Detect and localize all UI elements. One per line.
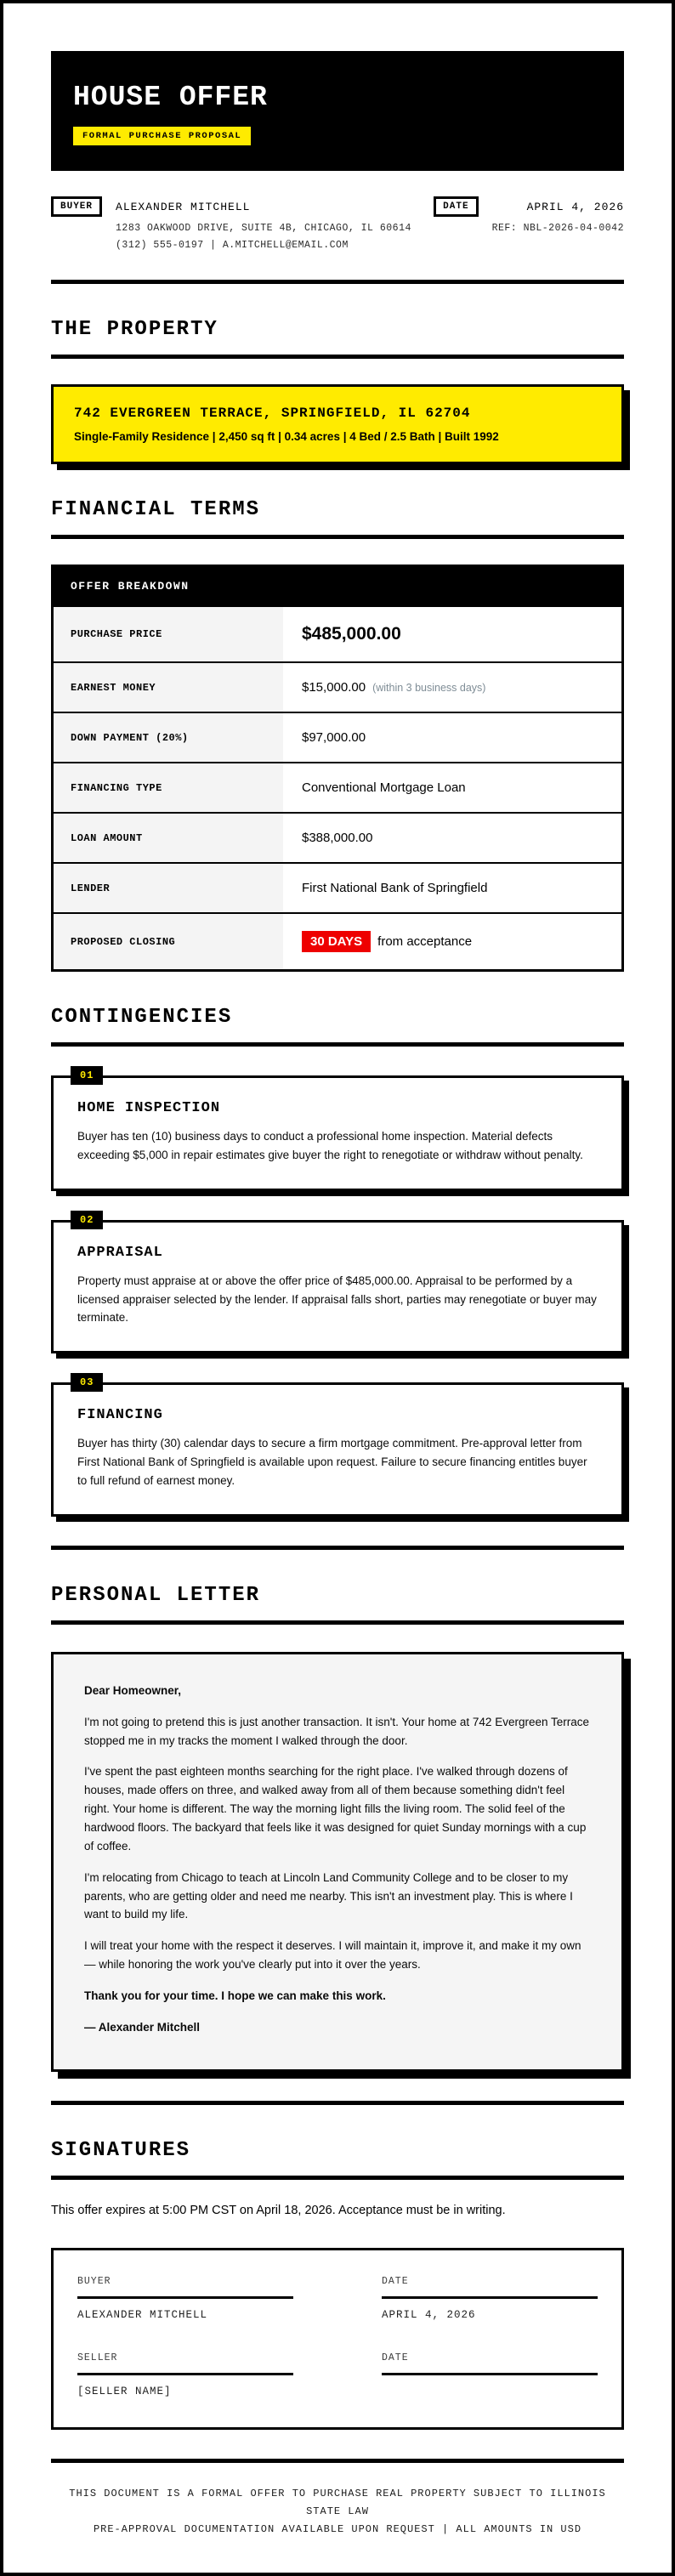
row-label: LENDER	[54, 864, 283, 912]
signature-value: [SELLER NAME]	[77, 2385, 172, 2397]
property-address: 742 EVERGREEN TERRACE, SPRINGFIELD, IL 62704	[74, 406, 471, 421]
table-row-financing-type	[54, 762, 621, 812]
row-value	[283, 914, 621, 969]
letter-closing: Thank you for your time. I hope we can make this work.	[84, 1989, 386, 2003]
row-label: FINANCING TYPE	[54, 763, 283, 812]
date-value: APRIL 4, 2026	[526, 201, 624, 213]
signature-block-buyer	[77, 2276, 293, 2322]
contingency-number-badge: 03	[71, 1373, 103, 1392]
contingency-appraisal	[51, 1213, 624, 1354]
date-block	[434, 196, 624, 251]
property-specs: Single-Family Residence | 2,450 sq ft | 0.34 acres | 4 Bed / 2.5 Bath | Built 1992	[74, 430, 499, 443]
signature-line	[77, 2363, 293, 2375]
proposal-badge: FORMAL PURCHASE PROPOSAL	[73, 127, 251, 145]
buyer-contact: (312) 555-0197 | A.MITCHELL@EMAIL.COM	[116, 240, 349, 251]
table-row-loan-amount	[54, 812, 621, 862]
signature-box	[51, 2248, 624, 2430]
signature-block-seller-date	[382, 2352, 598, 2398]
footer-line-1: THIS DOCUMENT IS A FORMAL OFFER TO PURCHASE REAL PROPERTY SUBJECT TO ILLINOIS STATE LAW	[69, 2487, 606, 2517]
contingency-title: FINANCING	[77, 1407, 163, 1424]
section-title-letter: PERSONAL LETTER	[51, 1584, 624, 1625]
buyer-address: 1283 OAKWOOD DRIVE, SUITE 4B, CHICAGO, IL 60614	[116, 223, 411, 234]
date-label: DATE	[434, 196, 478, 217]
offer-breakdown-table	[51, 565, 624, 972]
divider	[51, 2459, 624, 2463]
divider	[51, 280, 624, 284]
table-row-purchase-price	[54, 605, 621, 661]
row-label: DOWN PAYMENT (20%)	[54, 713, 283, 762]
table-row-down-payment	[54, 712, 621, 762]
signature-line	[382, 2363, 598, 2375]
header-banner	[51, 51, 624, 171]
row-value: $388,000.00	[283, 814, 621, 862]
closing-days-badge: 30 DAYS	[302, 931, 371, 952]
signature-label: SELLER	[77, 2352, 118, 2363]
earnest-amount: $15,000.00	[302, 680, 366, 695]
signature-value: ALEXANDER MITCHELL	[77, 2308, 208, 2321]
buyer-name: ALEXANDER MITCHELL	[116, 201, 251, 213]
signature-value: APRIL 4, 2026	[382, 2308, 476, 2321]
personal-letter-card	[51, 1652, 624, 2072]
legal-footer	[51, 2485, 624, 2539]
section-title-signatures: SIGNATURES	[51, 2139, 624, 2180]
row-label: LOAN AMOUNT	[54, 814, 283, 862]
footer-line-2: PRE-APPROVAL DOCUMENTATION AVAILABLE UPON REQUEST | ALL AMOUNTS IN USD	[93, 2522, 582, 2535]
letter-paragraph: I'm relocating from Chicago to teach at Lincoln Land Community College and to be closer to my parents, who are getting older and need me nearby. This isn't an investment play. This is where I want to build my life.	[84, 1870, 573, 1921]
signature-line	[382, 2287, 598, 2299]
parties-row	[51, 196, 624, 251]
expiry-notice: This offer expires at 5:00 PM CST on April 18, 2026. Acceptance must be in writing.	[51, 2203, 506, 2217]
contingency-number-badge: 02	[71, 1211, 103, 1229]
contingency-body: Property must appraise at or above the offer price of $485,000.00. Appraisal to be performed by a licensed appraiser selected by the lender. If appraisal falls short, parties may renegotiate or buyer may terminate.	[77, 1274, 597, 1325]
section-title-financial: FINANCIAL TERMS	[51, 498, 624, 539]
signature-block-buyer-date	[382, 2276, 598, 2322]
closing-suffix: from acceptance	[377, 934, 473, 949]
table-row-proposed-closing	[54, 912, 621, 969]
table-row-lender	[54, 862, 621, 912]
section-title-property: THE PROPERTY	[51, 318, 624, 359]
table-header: OFFER BREAKDOWN	[54, 567, 621, 605]
signature-label: DATE	[382, 2352, 409, 2363]
property-card	[51, 384, 624, 464]
reference-number: REF: NBL-2026-04-0042	[491, 223, 624, 234]
contingency-title: APPRAISAL	[77, 1244, 163, 1261]
letter-paragraph: I'm not going to pretend this is just another transaction. It isn't. Your home at 742 Evergreen Terrace stopped me in my tracks the moment I walked through the door.	[84, 1715, 589, 1747]
signature-line	[77, 2287, 293, 2299]
row-value: First National Bank of Springfield	[283, 864, 621, 912]
divider	[51, 2101, 624, 2105]
row-value: $485,000.00	[283, 607, 621, 661]
buyer-label: BUYER	[51, 196, 102, 217]
table-row-earnest-money	[54, 661, 621, 712]
signature-value	[382, 2386, 598, 2398]
signature-block-seller	[77, 2352, 293, 2398]
row-value	[283, 663, 621, 712]
contingency-home-inspection	[51, 1070, 624, 1191]
earnest-note: (within 3 business days)	[372, 681, 486, 694]
buyer-block	[51, 196, 411, 251]
contingency-number-badge: 01	[71, 1066, 103, 1085]
row-value: $97,000.00	[283, 713, 621, 762]
letter-signoff: — Alexander Mitchell	[84, 2020, 201, 2034]
row-value: Conventional Mortgage Loan	[283, 763, 621, 812]
signature-label: DATE	[382, 2275, 409, 2287]
section-title-contingencies: CONTINGENCIES	[51, 1006, 624, 1047]
row-label: PURCHASE PRICE	[54, 607, 283, 661]
letter-salutation: Dear Homeowner,	[84, 1683, 182, 1697]
document-title: HOUSE OFFER	[73, 82, 268, 113]
row-label: EARNEST MONEY	[54, 663, 283, 712]
row-label: PROPOSED CLOSING	[54, 914, 283, 969]
contingency-body: Buyer has ten (10) business days to conduct a professional home inspection. Material defects exceeding $5,000 in repair estimates give buyer the right to renegotiate or withdraw without penalty.	[77, 1130, 583, 1161]
contingency-title: HOME INSPECTION	[77, 1100, 221, 1116]
letter-paragraph: I've spent the past eighteen months searching for the right place. I've walked through dozens of houses, made offers on three, and walked away from all of them because something didn't feel right. Your home is different. The way the morning light fills the living room. The solid feel of the hardwood floors. The backyard that feels like it was designed for quiet Sunday mornings with a cup of coffee.	[84, 1765, 587, 1853]
signature-label: BUYER	[77, 2275, 111, 2287]
letter-paragraph: I will treat your home with the respect it deserves. I will maintain it, improve it, and make it my own — while honoring the work you've clearly put into it over the years.	[84, 1939, 581, 1972]
contingency-financing	[51, 1376, 624, 1517]
divider	[51, 1546, 624, 1550]
contingency-body: Buyer has thirty (30) calendar days to secure a firm mortgage commitment. Pre-approval letter from First National Bank of Springfield is available upon request. Failure to secure financing entitles buyer to full refund of earnest money.	[77, 1437, 587, 1488]
